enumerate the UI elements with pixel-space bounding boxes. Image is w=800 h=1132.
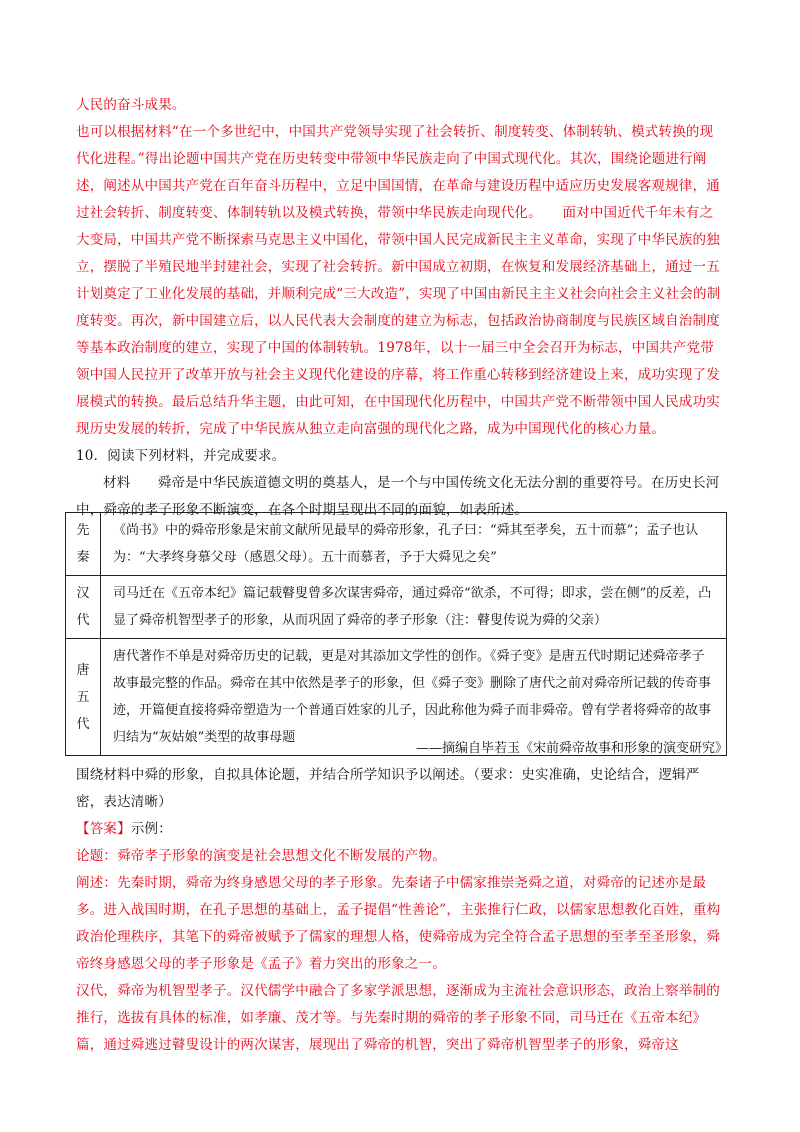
table-row bbox=[66, 513, 727, 576]
shun-image-table bbox=[65, 512, 727, 756]
question-title: 10．阅读下列材料，并完成要求。 bbox=[76, 448, 286, 464]
answer-example-label: 示例： bbox=[130, 821, 172, 837]
requirement bbox=[76, 762, 726, 816]
desc-cell: 司马迁在《五帝本纪》篇记载瞽叟曾多次谋害舜帝，通过舜帝“欲杀，不可得；即求，尝在侧”的反差，凸显了舜帝机智型孝子的形象，从而巩固了舜帝的孝子形象（注：瞽叟传说为舜的父亲） bbox=[101, 576, 727, 639]
era-cell: 汉 代 bbox=[66, 576, 101, 639]
answer-paragraph: 也可以根据材料“在一个多世纪中，中国共产党领导实现了社会转折、制度转变、体制转轨、模式转换的现代化进程。”得出论题中国共产党在历史转变中带领中华民族走向了中国式现代化。其次，围绕论题进行阐述，阐述从中国共产党在百年奋斗历程中，立足中国国情，在革命与建设历程中适应历史发展客观规律，通过社会转折、制度转变、体制转轨以及模式转换，带领中华民族走向现代化。 面对中国近代千年未有之大变局，中国共产党不断探索马克思主义中国化，带领中国人民完成新民主主义革命，实现了中华民族的独立，摆脱了半殖民地半封建社会，实现了社会转折。新中国成立初期，在恢复和发展经济基础上，通过一五计划奠定了工业化发展的基础，并顺利完成“三大改造”，实现了中国由新民主主义社会向社会主义社会的制度转变。再次，新中国建立后，以人民代表大会制度的建立为标志，包括政治协商制度与民族区域自治制度等基本政治制度的建立，实现了中国的体制转轨。1978年，以十一届三中全会召开为标志，中国共产党带领中国人民拉开了改革开放与社会主义现代化建设的序幕，将工作重心转移到经济建设上来，成功实现了发展模式的转换。最后总结升华主题，由此可知，在中国现代化历程中，中国共产党不断带领中国人民成功实现历史发展的转折，完成了中华民族从独立走向富强的现代化之路，成为中国现代化的核心力量。 bbox=[76, 124, 721, 437]
material-source: ——摘编自毕若玉《宋前舜帝故事和形象的演变研究》 bbox=[415, 741, 728, 756]
previous-answer bbox=[76, 92, 726, 443]
answer-line: 人民的奋斗成果。 bbox=[76, 97, 186, 113]
material-intro: 材料 舜帝是中华民族道德文明的奠基人，是一个与中国传统文化无法分割的重要符号。在历史长河中，舜帝的孝子形象不断演变，在各个时期呈现出不同的面貌，如表所述。 bbox=[76, 475, 720, 518]
desc-cell: 唐代著作不单是对舜帝历史的记载，更是对其添加文学性的创作。《舜子变》是唐五代时期记述舜帝孝子故事最完整的作品。舜帝在其中依然是孝子的形象，但《舜子变》删除了唐代之前对舜帝所记载的传奇事迹，开篇便直接将舜帝塑造为一个普通百姓家的儿子，因此称他为舜子而非舜帝。曾有学者将舜帝的故事归结为“灰姑娘”类型的故事母题 bbox=[101, 639, 727, 756]
desc-cell: 《尚书》中的舜帝形象是宋前文献所见最早的舜帝形象，孔子曰：“舜其至孝矣，五十而慕”；孟子也认为：“大孝终身慕父母（感恩父母）。五十而慕者，予于大舜见之矣” bbox=[101, 513, 727, 576]
answer-paragraph: 汉代，舜帝为机智型孝子。汉代儒学中融合了多家学派思想，逐渐成为主流社会意识形态，政治上察举制的推行，选拔有具体的标准，如孝廉、茂才等。与先秦时期的舜帝的孝子形象不同，司马迁在《五帝本纪》篇，通过舜逃过瞽叟设计的两次谋害，展现出了舜帝的机智，突出了舜帝机智型孝子的形象，舜帝这 bbox=[76, 983, 720, 1053]
answer-tag: 【答案】 bbox=[76, 821, 131, 837]
requirement-text: 围绕材料中舜的形象，自拟具体论题，并结合所学知识予以阐述。（要求：史实准确，史论结合，逻辑严密，表达清晰） bbox=[76, 767, 700, 810]
answer-thesis: 论题：舜帝孝子形象的演变是社会思想文化不断发展的产物。 bbox=[76, 848, 446, 864]
era-cell: 唐 五 代 bbox=[66, 639, 101, 756]
era-cell: 先 秦 bbox=[66, 513, 101, 576]
answer-block bbox=[76, 816, 726, 1059]
answer-header bbox=[76, 816, 726, 843]
answer-paragraph: 阐述：先秦时期，舜帝为终身感恩父母的孝子形象。先秦诸子中儒家推崇尧舜之道，对舜帝的记述亦是最多。进入战国时期，在孔子思想的基础上，孟子提倡“性善论”，主张推行仁政，以儒家思想教化百姓，重构政治伦理秩序，其笔下的舜帝被赋予了儒家的理想人格，使舜帝成为完全符合孟子思想的至孝至圣形象，舜帝终身感恩父母的孝子形象是《孟子》着力突出的形象之一。 bbox=[76, 875, 721, 972]
table-row bbox=[66, 576, 727, 639]
